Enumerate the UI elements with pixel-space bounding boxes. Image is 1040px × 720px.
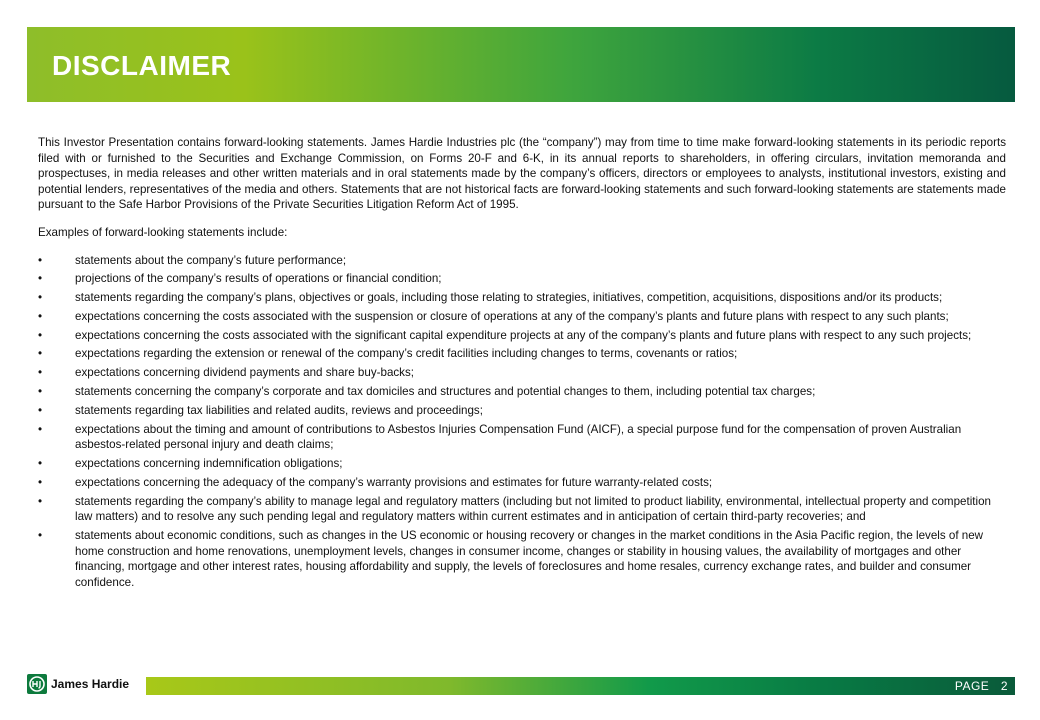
bullet-item (38, 475, 1006, 491)
bullet-item (38, 328, 1006, 344)
examples-label: Examples of forward-looking statements include: (38, 225, 288, 239)
bullet-item (38, 346, 1006, 362)
bullet-item (38, 384, 1006, 400)
james-hardie-logo (27, 674, 137, 696)
bullet-text: expectations regarding the extension or renewal of the company’s credit facilities including changes to terms, covenants or ratios; (75, 347, 738, 361)
bullet-item (38, 290, 1006, 306)
footer-banner (146, 677, 1015, 695)
bullet-text: expectations concerning the adequacy of the company’s warranty provisions and estimates for future warranty-related costs; (75, 475, 713, 489)
bullet-marker: • (38, 272, 43, 286)
bullet-text: statements about the company’s future performance; (75, 253, 347, 267)
bullet-marker: • (38, 253, 43, 267)
bullet-text: statements regarding tax liabilities and related audits, reviews and proceedings; (75, 403, 483, 417)
bullet-text: expectations concerning dividend payments and share buy-backs; (75, 366, 414, 380)
bullet-text: statements regarding the company’s plans, objectives or goals, including those relating to strategies, initiatives, competition, acquisitions, dispositions and/or its products; (75, 291, 943, 305)
bullet-item (38, 422, 1006, 453)
bullet-marker: • (38, 528, 43, 542)
bullet-marker: • (38, 366, 43, 380)
bullet-marker: • (38, 494, 43, 508)
bullet-text: expectations concerning indemnification obligations; (75, 456, 343, 470)
bullet-marker: • (38, 456, 43, 470)
bullet-text: expectations concerning the costs associated with the significant capital expenditure projects at any of the company’s plants and future plans with respect to any such projects; (75, 328, 972, 342)
intro-paragraph: This Investor Presentation contains forward-looking statements. James Hardie Industries plc (the “company”) may from time to time make forward-looking statements in its periodic reports filed with or furnished to the Securities and Exchange Commission, on Forms 20-F and 6-K, in its annual reports to shareholders, in offering circulars, invitation memoranda and prospectuses, in media releases and other written materials and in oral statements made by the company’s officers, directors or employees to analysts, institutional investors, existing and potential lenders, representatives of the media and others. Statements that are not historical facts are forward-looking statements and such forward-looking statements are statements made pursuant to the Safe Harbor Provisions of the Private Securities Litigation Reform Act of 1995. (38, 136, 1006, 212)
bullet-text: statements regarding the company’s ability to manage legal and regulatory matters (including but not limited to product liability, environmental, intellectual property and competition law matters) and to resolve any such pending legal and regulatory matters within current estimates and in anticipation of certain third-party recoveries; and (75, 494, 991, 524)
logo-text: James Hardie (51, 677, 130, 691)
bullet-text: statements concerning the company’s corporate and tax domiciles and structures and potential changes to them, including potential tax charges; (75, 385, 816, 399)
bullet-item (38, 271, 1006, 287)
bullet-text: expectations about the timing and amount of contributions to Asbestos Injuries Compensation Fund (AICF), a special purpose fund for the compensation of proven Australian asbestos-related personal injury and death claims; (75, 422, 962, 452)
bullet-item (38, 456, 1006, 472)
disclaimer-body (38, 135, 1006, 593)
james-hardie-logo-icon (27, 674, 47, 694)
bullet-item (38, 309, 1006, 325)
bullet-marker: • (38, 475, 43, 489)
bullet-marker: • (38, 328, 43, 342)
bullet-marker: • (38, 291, 43, 305)
bullet-marker: • (38, 385, 43, 399)
bullet-item (38, 528, 1006, 590)
page-number: PAGE 2 (954, 679, 1008, 693)
page-title: DISCLAIMER (52, 50, 232, 81)
bullet-list (38, 253, 1006, 591)
bullet-marker: • (38, 347, 43, 361)
bullet-text: expectations concerning the costs associated with the suspension or closure of operations at any of the company’s plants and future plans with respect to any such plants; (75, 309, 949, 323)
bullet-item (38, 253, 1006, 269)
bullet-marker: • (38, 309, 43, 323)
bullet-marker: • (38, 422, 43, 436)
bullet-item (38, 494, 1006, 525)
bullet-marker: • (38, 403, 43, 417)
bullet-item (38, 365, 1006, 381)
bullet-text: projections of the company’s results of operations or financial condition; (75, 272, 442, 286)
bullet-item (38, 403, 1006, 419)
bullet-text: statements about economic conditions, such as changes in the US economic or housing recovery or changes in the market conditions in the Asia Pacific region, the levels of new home construction and home renovations, unemployment levels, changes in consumer income, changes or stability in housing values, the availability of mortgages and other financing, mortgage and other interest rates, housing affordability and supply, the levels of foreclosures and home resales, currency exchange rates, and builder and consumer confidence. (75, 528, 984, 589)
